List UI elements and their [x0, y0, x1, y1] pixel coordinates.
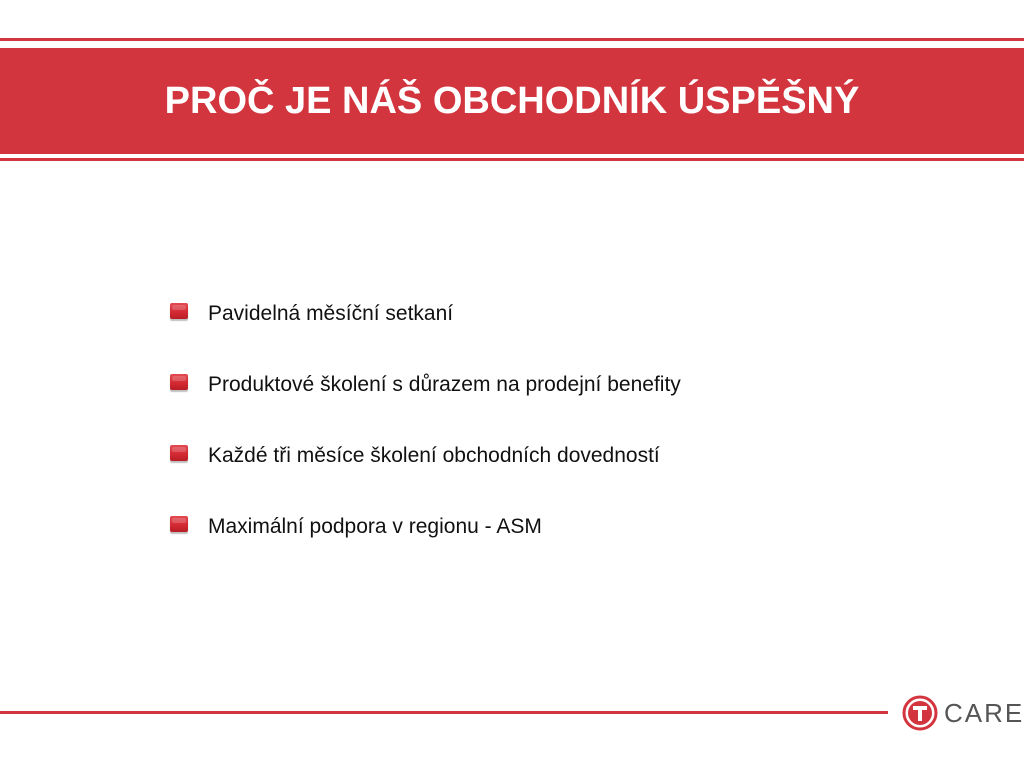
- slide-title: PROČ JE NÁŠ OBCHODNÍK ÚSPĚŠNÝ: [164, 80, 860, 122]
- bullet-square-icon: [170, 374, 188, 390]
- t-circle-logo-icon: [902, 695, 938, 731]
- bullet-text: Každé tři měsíce školení obchodních dovedností: [208, 444, 660, 467]
- title-divider-line: [0, 158, 1024, 161]
- bullet-text: Maximální podpora v regionu - ASM: [208, 515, 542, 538]
- footer-divider-line: [0, 711, 888, 714]
- bullet-square-icon: [170, 516, 188, 532]
- bullet-item: [170, 438, 681, 474]
- bullet-square-icon: [170, 445, 188, 461]
- logo-text: CARE: [944, 698, 1024, 728]
- bullet-item: [170, 509, 681, 545]
- bullet-list: [170, 296, 681, 580]
- top-divider-line: [0, 38, 1024, 41]
- bullet-item: [170, 296, 681, 332]
- bullet-text: Produktové školení s důrazem na prodejní benefity: [208, 373, 681, 396]
- bullet-item: [170, 367, 681, 403]
- care-logo: [902, 692, 1024, 734]
- bullet-text: Pavidelná měsíční setkaní: [208, 302, 454, 325]
- bullet-square-icon: [170, 303, 188, 319]
